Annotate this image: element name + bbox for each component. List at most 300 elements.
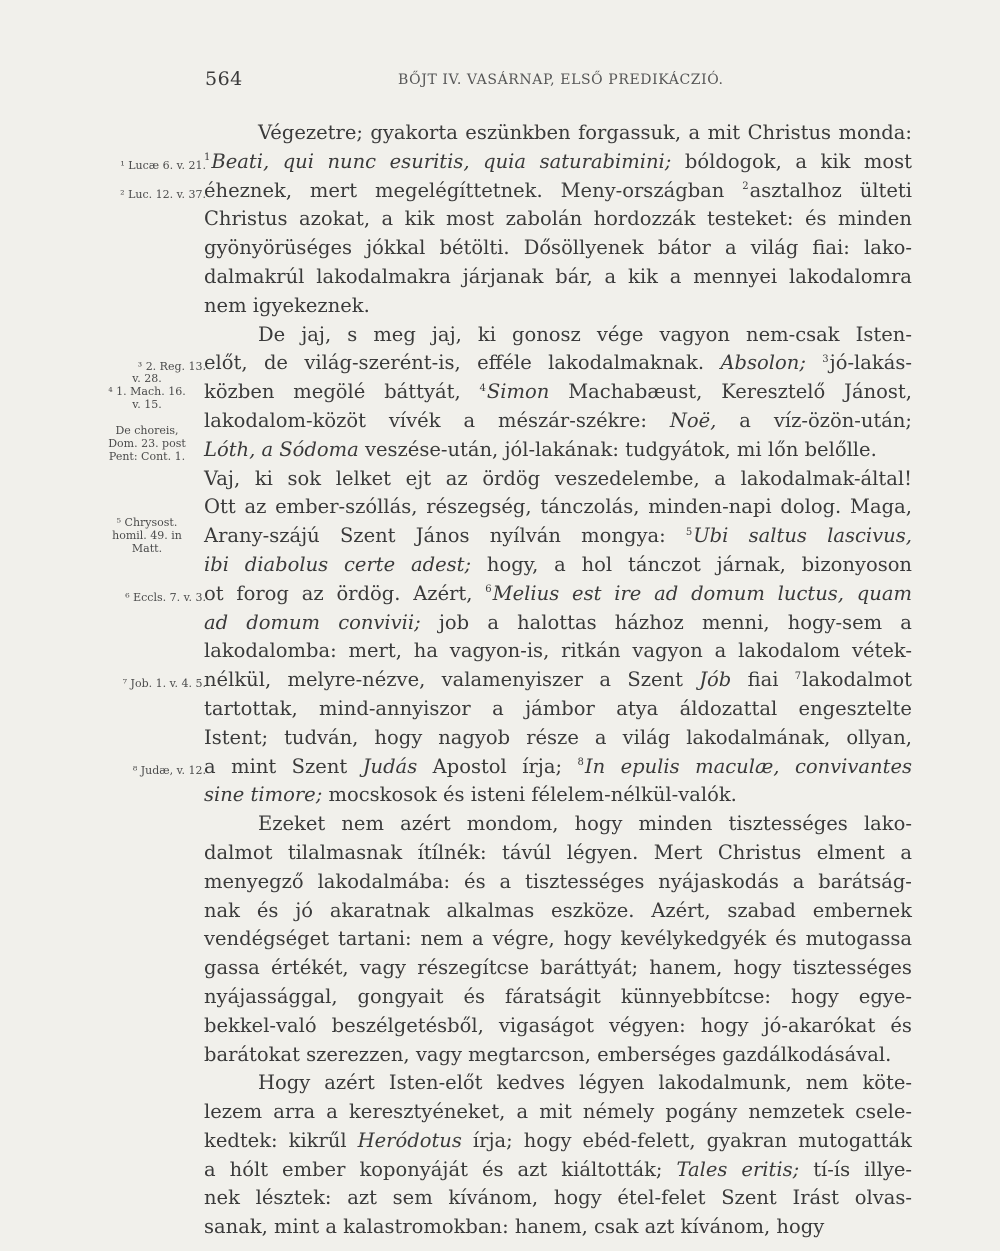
word <box>336 580 400 609</box>
italic-phrase: Melius <box>492 581 560 605</box>
word <box>775 925 797 954</box>
text-span: Maga, <box>850 495 912 519</box>
word <box>204 839 272 868</box>
text-span: tánczot <box>627 552 701 576</box>
word <box>639 810 713 839</box>
text-span: a <box>204 754 216 778</box>
text-span: nek <box>204 1186 240 1210</box>
word <box>505 983 601 1012</box>
word <box>204 897 240 926</box>
word <box>344 551 395 580</box>
word <box>310 177 357 206</box>
text-span: vagyon <box>659 322 730 346</box>
word <box>686 522 729 551</box>
text-span: Dősöllyenek <box>523 236 644 260</box>
word <box>788 609 882 638</box>
text-span: áldozattal <box>679 696 778 720</box>
text-span: lakodalomba: <box>204 639 337 663</box>
text-span: künnyebbítcse: <box>620 984 771 1008</box>
word <box>204 609 228 638</box>
italic-phrase: qui <box>282 149 314 173</box>
word <box>292 753 348 782</box>
text-span: nem <box>805 1071 849 1095</box>
text-span: lakodalmak-által! <box>740 466 912 490</box>
text-span: halottas <box>517 610 597 634</box>
text-span: valamenyiszer <box>441 668 584 692</box>
text-span: része <box>526 725 579 749</box>
text-line <box>204 263 912 292</box>
text-span: veszedelembe, <box>554 466 700 490</box>
word <box>370 119 457 148</box>
word <box>818 868 912 897</box>
text-span: írja; <box>472 1128 513 1152</box>
text-span: jó-lakás- <box>829 351 912 375</box>
text-span: jó-akarókat <box>763 1013 876 1037</box>
word <box>324 1069 375 1098</box>
word <box>799 695 912 724</box>
text-span: Isten- <box>855 322 912 346</box>
italic-phrase: domum <box>246 610 321 634</box>
text-span: alkalmas <box>446 898 535 922</box>
margin-reference-line: ⁴ 1. Mach. 16. <box>108 384 186 398</box>
footnote-marker: 1 <box>204 152 211 164</box>
word <box>406 465 431 494</box>
text-span: és <box>464 869 486 893</box>
margin-reference <box>96 188 206 201</box>
word <box>204 1127 278 1156</box>
text-line <box>204 1041 912 1070</box>
word <box>328 148 377 177</box>
word <box>497 1069 565 1098</box>
text-span: meg <box>373 322 416 346</box>
text-span: Christus <box>204 207 288 231</box>
word <box>751 234 799 263</box>
text-span: barátság- <box>818 869 912 893</box>
text-line <box>204 954 912 983</box>
word <box>204 522 320 551</box>
page-header <box>0 64 1000 104</box>
italic-phrase: nunc <box>327 149 377 173</box>
text-span: vagy <box>359 956 407 980</box>
word <box>702 609 770 638</box>
word <box>627 666 683 695</box>
text-span: lako- <box>863 812 912 836</box>
text-span: pogány <box>665 1100 738 1124</box>
word <box>708 119 741 148</box>
word <box>812 234 849 263</box>
word <box>439 234 509 263</box>
word <box>204 868 304 897</box>
word <box>862 1069 912 1098</box>
text-span: a <box>669 264 682 288</box>
text-span: vendégséget <box>204 927 330 951</box>
word <box>742 177 842 206</box>
word <box>850 493 912 522</box>
text-span: jó <box>295 898 314 922</box>
text-span: ha <box>413 639 438 663</box>
word <box>516 1098 528 1127</box>
word <box>482 1156 504 1185</box>
margin-reference <box>92 372 202 411</box>
word <box>859 983 912 1012</box>
text-span: akaratnak <box>329 898 430 922</box>
word <box>741 1156 799 1185</box>
text-span: minden <box>838 207 912 231</box>
word <box>416 522 470 551</box>
text-line <box>204 695 912 724</box>
word <box>658 1069 791 1098</box>
text-span: köte- <box>862 1071 912 1095</box>
italic-phrase: adest; <box>411 552 472 576</box>
text-span: a <box>795 149 807 173</box>
margin-reference-line: Matt. <box>131 541 163 555</box>
word <box>204 205 287 234</box>
text-line <box>204 349 912 378</box>
word <box>749 522 807 551</box>
word <box>597 321 644 350</box>
text-span: hogy-sem <box>787 610 883 634</box>
word <box>817 839 885 868</box>
text-span: sanak, mint a kalastromokban: hanem, csak azt kívánom, hogy <box>204 1215 825 1239</box>
word <box>827 522 912 551</box>
text-span: mint <box>231 754 277 778</box>
word <box>583 1098 654 1127</box>
text-span: de <box>263 351 288 375</box>
text-span: tisztességes <box>792 956 912 980</box>
text-span: Arany-szájú <box>204 524 320 548</box>
text-span: vigaságot <box>498 1013 594 1037</box>
text-span: csele- <box>855 1100 912 1124</box>
text-span: tartottak, <box>204 696 298 720</box>
text-span: báttyát, <box>384 380 461 404</box>
word <box>389 407 441 436</box>
text-span: megölé <box>293 380 366 404</box>
text-span: koponyáját <box>359 1157 468 1181</box>
word <box>349 1098 505 1127</box>
italic-phrase: convivii; <box>338 610 421 634</box>
word <box>485 580 559 609</box>
text-span: lako- <box>863 236 912 260</box>
text-span: Meny-országban <box>560 178 725 202</box>
text-span: Végezetre; <box>258 121 363 144</box>
word <box>615 609 684 638</box>
body-text <box>204 119 912 1242</box>
italic-phrase: Simon <box>486 380 550 404</box>
word <box>774 407 912 436</box>
word <box>411 551 471 580</box>
word <box>748 119 831 148</box>
text-span: tánczolás, <box>540 495 640 519</box>
word <box>864 234 912 263</box>
word <box>599 666 611 695</box>
text-span: nem <box>341 812 384 836</box>
word <box>665 1098 737 1127</box>
text-span: ki <box>477 322 496 346</box>
text-span: Azért, <box>413 581 473 605</box>
text-span: a <box>900 610 912 634</box>
word <box>373 321 416 350</box>
text-span: a <box>900 840 912 864</box>
word <box>463 407 475 436</box>
text-span: s <box>347 322 358 346</box>
text-span: vagyon-is, <box>449 639 550 663</box>
word <box>204 465 240 494</box>
text-span: embernek <box>812 898 912 922</box>
text-span: a <box>714 639 727 663</box>
text-span: azért <box>324 1071 375 1095</box>
word <box>748 1098 844 1127</box>
word <box>319 695 471 724</box>
word <box>472 925 484 954</box>
word <box>231 753 276 782</box>
word <box>477 349 532 378</box>
word <box>450 637 549 666</box>
italic-phrase: Absolon; <box>720 351 806 375</box>
text-span: a <box>714 466 726 490</box>
text-span: és <box>256 898 279 922</box>
word <box>813 1156 850 1185</box>
word <box>426 493 531 522</box>
text-span: bátor <box>657 236 711 260</box>
word <box>714 465 726 494</box>
text-span: azokat, <box>298 207 371 231</box>
text-span: Mert <box>653 840 703 864</box>
italic-phrase: certe <box>344 552 396 576</box>
text-span: barátokat szerezzen, vagy megtarcson, emberséges gazdálkodásával. <box>204 1042 892 1066</box>
text-span: tudván, <box>284 725 359 749</box>
text-span: mit <box>539 1100 572 1124</box>
text-span: ördög <box>482 466 541 490</box>
word <box>605 263 617 292</box>
text-span: részegség, <box>426 495 532 519</box>
text-line <box>204 637 912 666</box>
text-span: Azért, <box>651 898 711 922</box>
text-span: és <box>481 1157 504 1181</box>
text-span: a <box>604 264 617 288</box>
word <box>561 177 725 206</box>
text-span: olvas- <box>854 1186 912 1210</box>
word <box>264 349 288 378</box>
text-span: egye- <box>858 984 912 1008</box>
text-span: most <box>863 149 912 173</box>
text-span: és <box>775 927 797 951</box>
word <box>789 263 912 292</box>
word <box>271 954 349 983</box>
word <box>493 925 555 954</box>
word <box>273 1098 315 1127</box>
word <box>621 753 680 782</box>
text-span: kiáltották; <box>561 1157 663 1181</box>
italic-phrase: Lóth, a Sódoma <box>204 437 359 461</box>
word <box>464 983 486 1012</box>
word <box>295 897 313 926</box>
word <box>332 1012 484 1041</box>
word <box>721 1184 777 1213</box>
word <box>359 1156 468 1185</box>
text-span: hogy <box>574 812 623 836</box>
text-span: menni, <box>701 610 770 634</box>
word <box>258 1069 310 1098</box>
word <box>417 954 529 983</box>
text-span: Istent; <box>204 725 269 749</box>
text-line <box>204 781 912 810</box>
margin-reference-line: ³ 2. Reg. 13. <box>137 360 206 374</box>
word <box>330 897 430 926</box>
word <box>720 349 805 378</box>
word <box>492 695 504 724</box>
word <box>864 810 912 839</box>
margin-reference-line: ⁷ Job. 1. v. 4. 5. <box>122 677 206 691</box>
text-span: monda: <box>838 121 912 144</box>
text-span: Vaj, <box>204 466 241 490</box>
word <box>579 1069 644 1098</box>
footnote-marker: 8 <box>577 757 584 769</box>
text-span: az <box>445 466 468 490</box>
word <box>838 119 911 148</box>
text-span: megelégíttetnek. <box>374 178 543 202</box>
text-span: nyílván <box>489 524 561 548</box>
text-span: János <box>415 524 470 548</box>
text-span: házhoz <box>614 610 684 634</box>
word <box>463 263 544 292</box>
word <box>442 666 584 695</box>
italic-phrase: saturabimini; <box>539 149 672 173</box>
text-span: gonosz <box>512 322 581 346</box>
word <box>764 1012 876 1041</box>
text-line <box>204 234 912 263</box>
italic-phrase: maculæ, <box>695 754 780 778</box>
word <box>393 1184 433 1213</box>
italic-phrase: luctus, <box>777 581 844 605</box>
text-span: jaj, <box>301 322 332 346</box>
text-span: ritkán <box>561 639 621 663</box>
text-span: kikrűl <box>288 1128 347 1152</box>
word <box>246 609 320 638</box>
word <box>204 407 366 436</box>
text-span: mert <box>309 178 358 202</box>
word <box>284 724 358 753</box>
text-span: légyen. <box>566 840 639 864</box>
text-span: fiai: <box>812 236 850 260</box>
text-span: testeket: <box>706 207 794 231</box>
text-span: hogy <box>553 1186 602 1210</box>
italic-phrase: quia <box>483 149 527 173</box>
text-span: jókkal <box>366 236 426 260</box>
text-span: most <box>446 207 495 231</box>
text-span: közben <box>204 380 275 404</box>
word <box>467 810 559 839</box>
text-span: nyájassággal, <box>204 984 338 1008</box>
word <box>326 1098 338 1127</box>
italic-phrase: Jób <box>699 668 732 692</box>
word <box>822 349 912 378</box>
word <box>670 263 682 292</box>
text-span: légyen <box>578 1071 645 1095</box>
word <box>621 983 771 1012</box>
word <box>688 119 700 148</box>
footnote-marker: 5 <box>685 526 693 538</box>
word <box>236 580 289 609</box>
text-span: végre, <box>492 927 555 951</box>
word <box>900 609 912 638</box>
text-span: tisztességes <box>728 812 848 836</box>
margin-reference-line: homil. 49. in <box>112 528 182 542</box>
word <box>518 1156 548 1185</box>
italic-phrase: sine timore; <box>204 783 323 807</box>
word <box>748 666 779 695</box>
word <box>778 580 844 609</box>
word <box>795 666 912 695</box>
word <box>204 148 269 177</box>
text-span: hogy, <box>486 552 539 576</box>
word <box>701 1012 749 1041</box>
text-span: vége <box>596 322 644 346</box>
text-span: beszélgetésből, <box>331 1013 484 1037</box>
text-span: kevélykedgyék <box>620 927 767 951</box>
word <box>256 1184 332 1213</box>
italic-phrase: ad <box>204 610 229 634</box>
text-span: és <box>463 984 486 1008</box>
text-span: bár, <box>555 264 593 288</box>
text-span: sok <box>287 466 322 490</box>
word <box>551 897 634 926</box>
word <box>900 839 912 868</box>
text-span: Christus <box>717 840 802 864</box>
footnote-marker: 2 <box>742 181 749 193</box>
word <box>204 954 260 983</box>
text-line <box>204 1012 912 1041</box>
word <box>578 753 606 782</box>
text-span: az <box>244 495 267 519</box>
text-span: a <box>554 552 566 576</box>
word <box>421 925 464 954</box>
text-span: Szent <box>339 524 396 548</box>
word <box>555 263 593 292</box>
word <box>581 522 665 551</box>
italic-phrase: In <box>584 754 606 778</box>
text-line <box>204 1213 912 1242</box>
word <box>204 234 352 263</box>
text-span: ot <box>204 581 224 605</box>
text-line <box>204 292 912 321</box>
text-span: a <box>739 408 751 432</box>
text-span: ejt <box>405 466 432 490</box>
word <box>400 810 451 839</box>
word <box>802 551 912 580</box>
margin-reference <box>96 159 206 172</box>
text-span: és <box>804 207 827 231</box>
word <box>798 1127 912 1156</box>
word <box>729 810 848 839</box>
margin-reference-line: ⁵ Chrysost. <box>116 515 178 529</box>
text-span: járnak, <box>716 552 786 576</box>
text-span: forog <box>236 581 289 605</box>
word <box>568 378 702 407</box>
text-span: a <box>492 696 504 720</box>
text-span: a <box>599 668 612 692</box>
word <box>539 1098 572 1127</box>
text-span: elment <box>816 840 885 864</box>
text-span: engesztelte <box>798 696 912 720</box>
italic-phrase: quam <box>856 581 912 605</box>
text-span: lakodalmakra <box>316 264 451 288</box>
text-span: Christus <box>747 121 832 144</box>
text-line <box>204 724 912 753</box>
word <box>864 148 912 177</box>
word <box>433 753 507 782</box>
text-span: a <box>463 408 476 432</box>
word <box>204 493 236 522</box>
